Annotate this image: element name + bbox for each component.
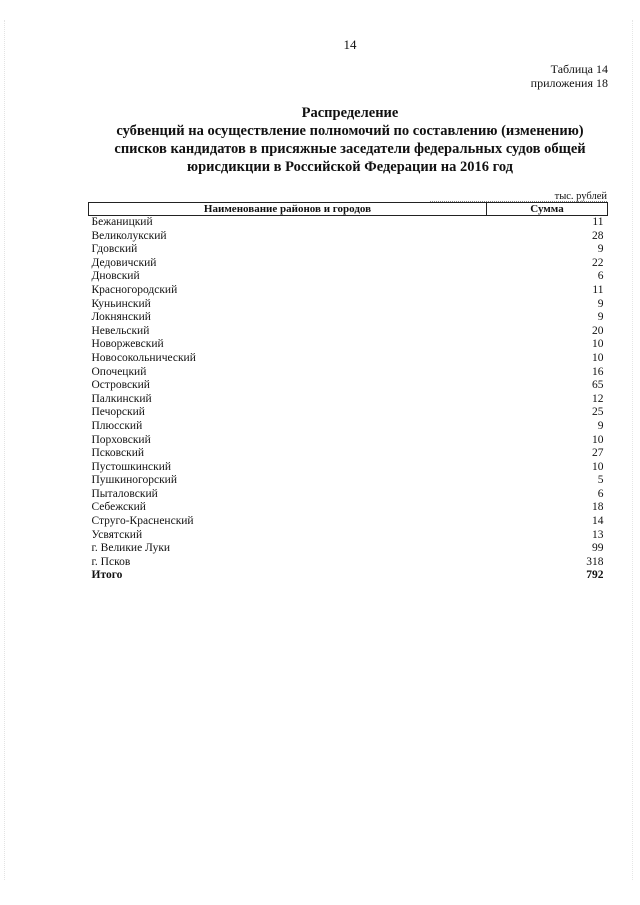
row-name: г. Великие Луки: [91, 542, 171, 555]
row-amount: 25: [592, 406, 604, 419]
row-amount: 9: [597, 243, 604, 256]
row-amount: 28: [592, 229, 604, 242]
total-label: Итого: [91, 569, 123, 582]
row-amount: 10: [592, 460, 604, 473]
row-name: Опочецкий: [91, 365, 147, 378]
row-amount: 9: [597, 311, 604, 324]
row-name: Новоржевский: [91, 338, 164, 351]
table-row: [89, 529, 608, 543]
table-row: [89, 501, 608, 515]
table-row: [89, 556, 608, 570]
title-line4: юрисдикции в Российской Федерации на 2016 год: [187, 159, 513, 175]
table-reference-line1: Таблица 14: [550, 62, 608, 76]
distribution-table: [88, 202, 608, 583]
row-name: Струго-Красненский: [91, 515, 194, 528]
row-amount: 65: [592, 379, 604, 392]
row-amount: 11: [592, 216, 604, 228]
document-title: [60, 104, 640, 176]
row-name: Усвятский: [91, 528, 143, 541]
row-name: Порховский: [91, 433, 151, 446]
row-amount: 18: [592, 501, 604, 514]
table-row: [89, 325, 608, 339]
table-reference: [531, 62, 608, 90]
total-row: [89, 569, 608, 583]
row-amount: 318: [586, 555, 604, 568]
row-amount: 14: [592, 515, 604, 528]
row-name: Печорский: [91, 406, 145, 419]
row-name: Новосокольнический: [91, 351, 196, 364]
row-name: Куньинский: [91, 297, 151, 310]
table-row: [89, 366, 608, 380]
row-amount: 11: [592, 283, 604, 296]
table-row: [89, 311, 608, 325]
table-row: [89, 257, 608, 271]
row-name: Пыталовский: [91, 487, 158, 500]
table-row: [89, 434, 608, 448]
row-name: Бежаницкий: [91, 216, 153, 228]
table-row: [89, 393, 608, 407]
table-header-row: [89, 203, 608, 216]
table-row: [89, 298, 608, 312]
header-amount: Сумма: [487, 203, 608, 216]
table-row: [89, 284, 608, 298]
table-row: [89, 406, 608, 420]
table-row: [89, 352, 608, 366]
row-name: Дновский: [91, 270, 140, 283]
title-line3: списков кандидатов в присяжные заседатели федеральных судов общей: [114, 141, 586, 157]
row-name: Невельский: [91, 324, 150, 337]
scan-edge-left: [4, 20, 6, 880]
row-name: Локнянский: [91, 311, 151, 324]
table-row: [89, 420, 608, 434]
row-amount: 6: [597, 487, 604, 500]
row-name: Пустошкинский: [91, 460, 172, 473]
row-amount: 12: [592, 392, 604, 405]
row-name: Дедовичский: [91, 256, 157, 269]
table-row: [89, 270, 608, 284]
row-name: Великолукский: [91, 229, 167, 242]
row-amount: 9: [597, 297, 604, 310]
row-amount: 5: [597, 474, 604, 487]
table-row: [89, 542, 608, 556]
row-name: Палкинский: [91, 392, 152, 405]
row-name: Псковский: [91, 447, 145, 460]
table-body: [89, 216, 608, 584]
table-row: [89, 474, 608, 488]
header-name: Наименование районов и городов: [89, 203, 487, 216]
row-amount: 99: [592, 542, 604, 555]
units-label: тыс. рублей: [554, 191, 607, 202]
title-line1: Распределение: [301, 105, 399, 121]
table-row: [89, 243, 608, 257]
total-amount: 792: [586, 569, 604, 582]
row-name: г. Псков: [91, 555, 131, 568]
table-row: [89, 338, 608, 352]
row-name: Красногородский: [91, 283, 178, 296]
row-name: Островский: [91, 379, 150, 392]
row-name: Пушкиногорский: [91, 474, 177, 487]
row-amount: 9: [597, 419, 604, 432]
row-name: Плюсский: [91, 419, 143, 432]
row-amount: 27: [592, 447, 604, 460]
table-row: [89, 230, 608, 244]
page-number: 14: [343, 37, 357, 52]
table-row: [89, 216, 608, 230]
table-row: [89, 488, 608, 502]
row-name: Гдовский: [91, 243, 138, 256]
row-amount: 10: [592, 351, 604, 364]
table-row: [89, 447, 608, 461]
row-name: Себежский: [91, 501, 146, 514]
row-amount: 13: [592, 528, 604, 541]
table-row: [89, 515, 608, 529]
table-row: [89, 461, 608, 475]
row-amount: 22: [592, 256, 604, 269]
row-amount: 20: [592, 324, 604, 337]
title-line2: субвенций на осуществление полномочий по составлению (изменению): [116, 123, 584, 139]
row-amount: 10: [592, 433, 604, 446]
row-amount: 6: [597, 270, 604, 283]
row-amount: 16: [592, 365, 604, 378]
table-reference-line2: приложения 18: [530, 76, 608, 90]
row-amount: 10: [592, 338, 604, 351]
table-row: [89, 379, 608, 393]
